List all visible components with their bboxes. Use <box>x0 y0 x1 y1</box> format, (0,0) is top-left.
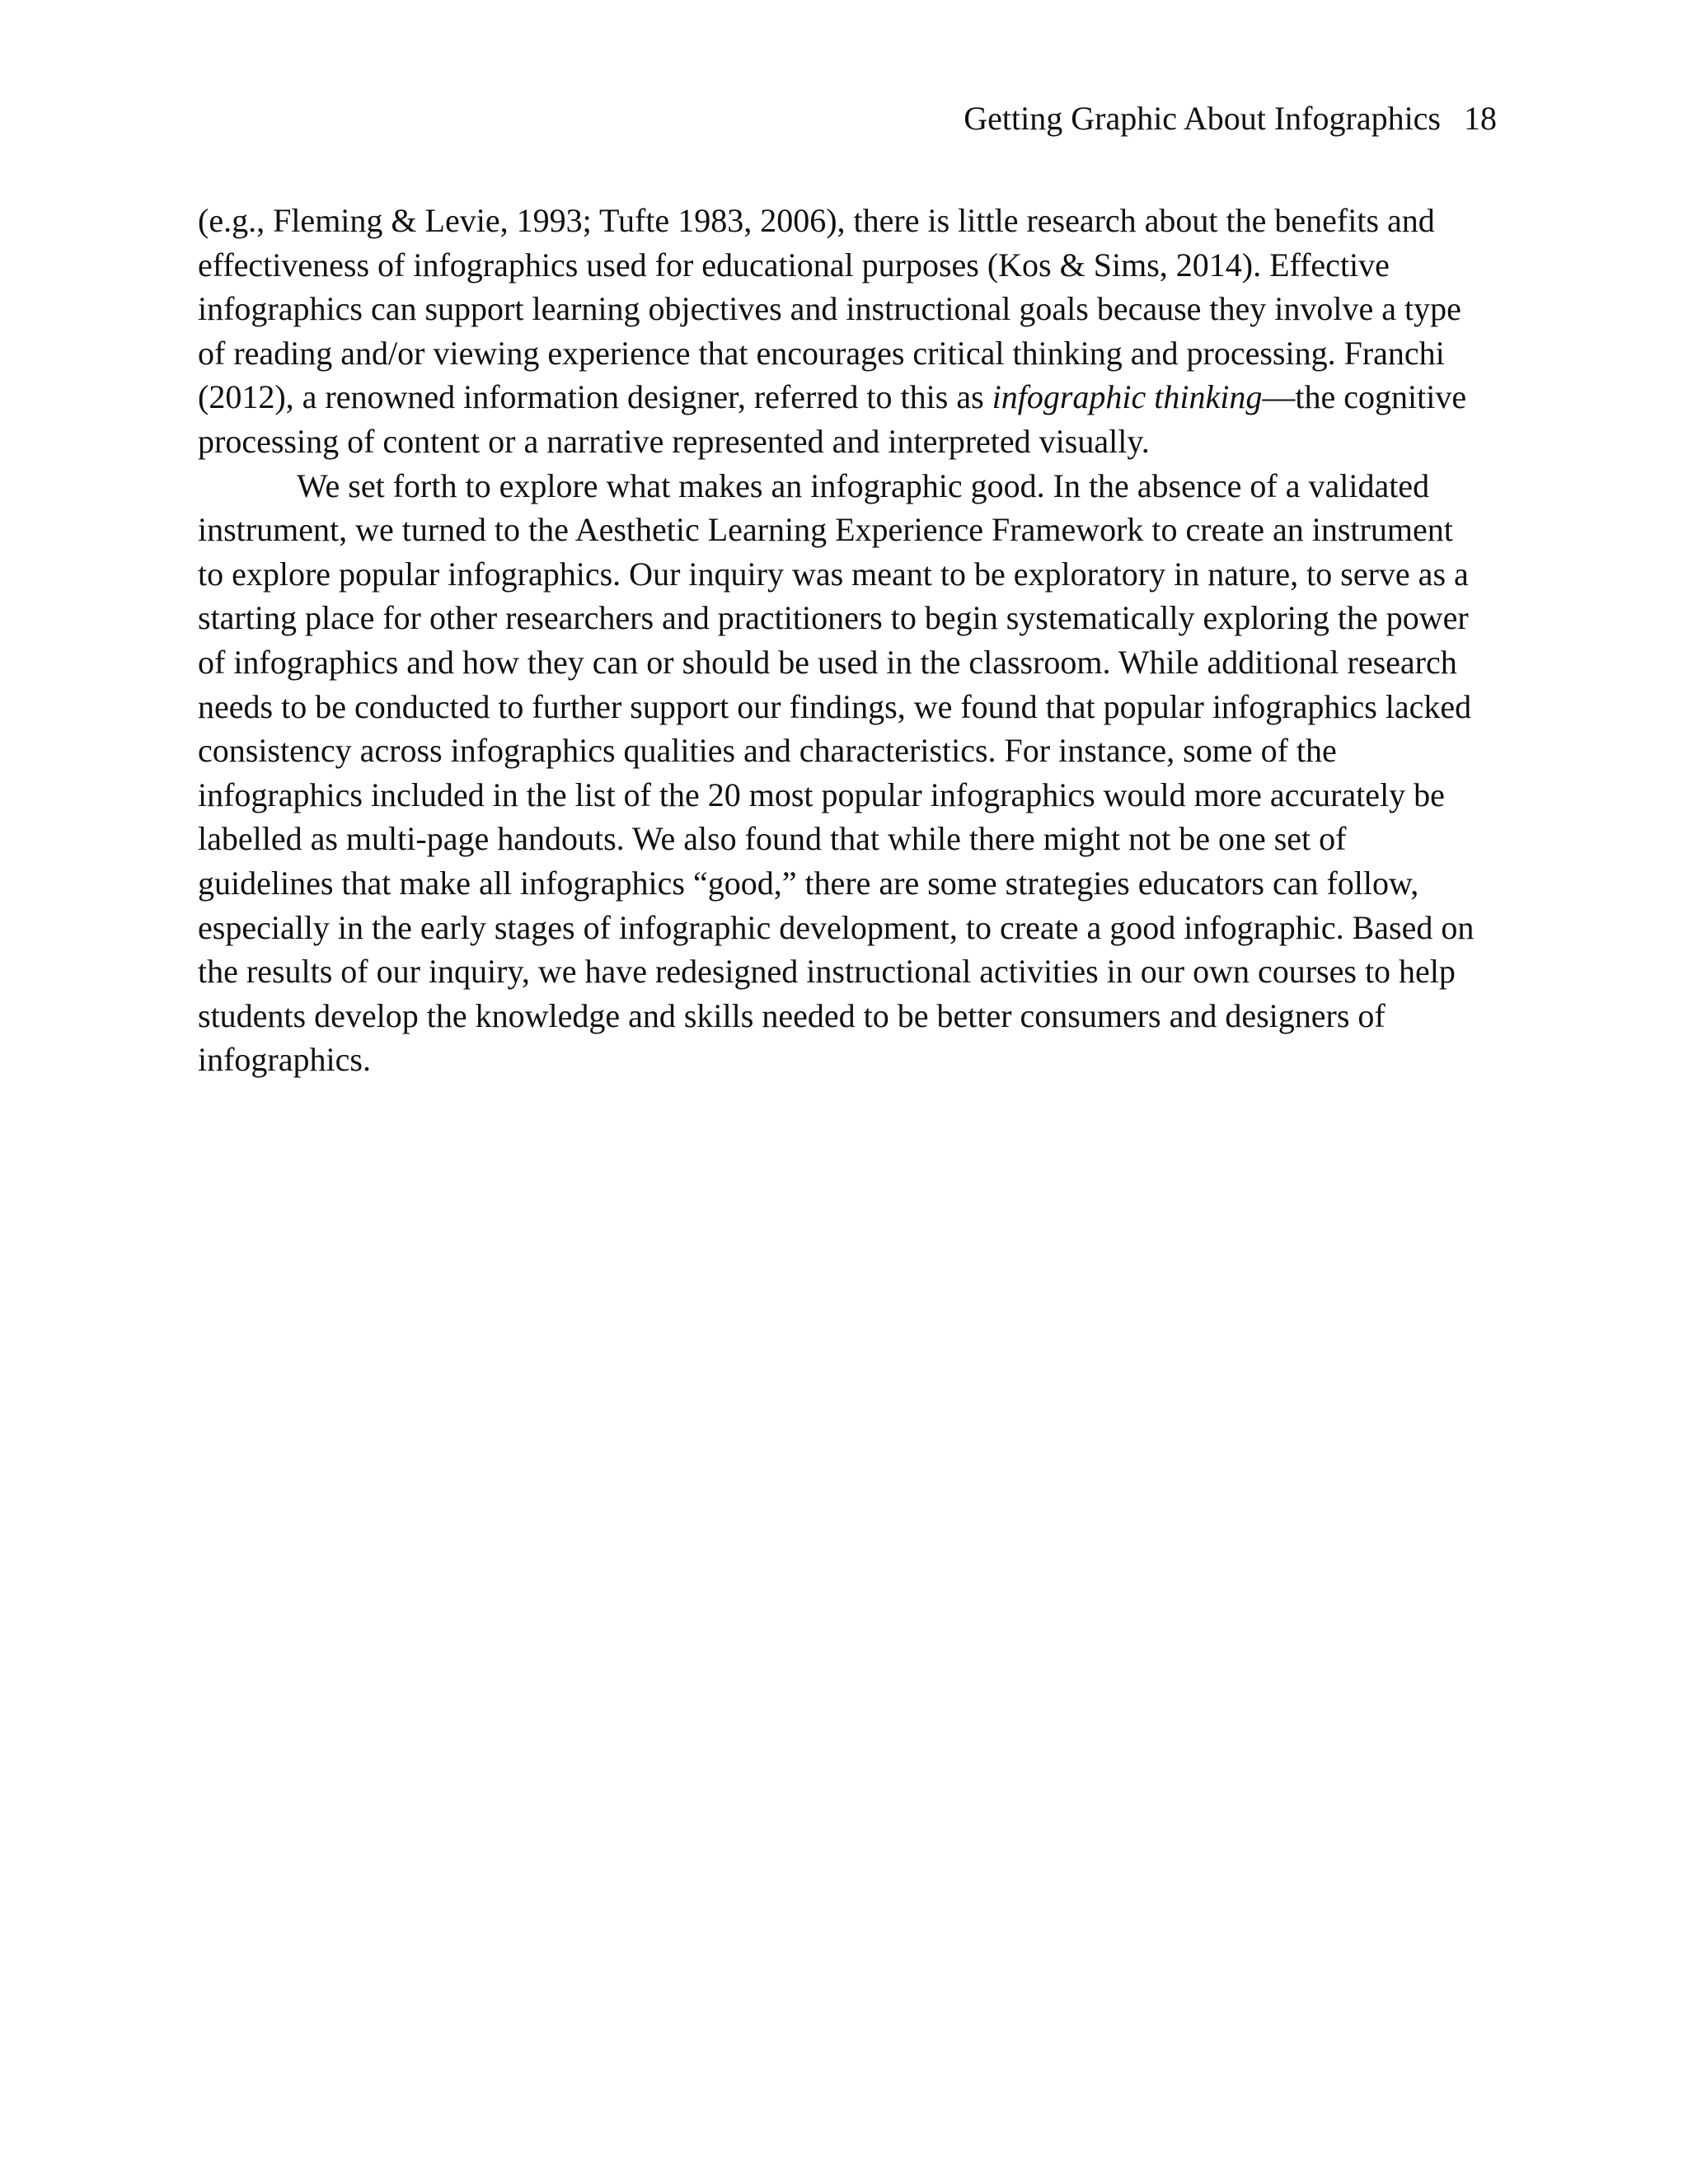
text-line: starting place for other researchers and practitioners to begin systematically exploring the power <box>198 599 1469 637</box>
text-line: infographics can support learning objectives and instructional goals because they involve a type <box>198 290 1461 328</box>
paragraph-continuation <box>198 199 1500 464</box>
text-line: labelled as multi-page handouts. We also found that while there might not be one set of <box>198 820 1347 858</box>
text-line: needs to be conducted to further support our findings, we found that popular infographics lacked <box>198 687 1472 725</box>
italic-term: infographic thinking <box>992 378 1263 416</box>
text-line: the results of our inquiry, we have redesigned instructional activities in our own courses to help <box>198 953 1456 991</box>
running-head-title: Getting Graphic About Infographics <box>964 100 1441 137</box>
text-line: effectiveness of infographics used for educational purposes (Kos & Sims, 2014). Effective <box>198 246 1390 284</box>
text-line: especially in the early stages of infographic development, to create a good infographic. Based on <box>198 908 1475 946</box>
text-line: of reading and/or viewing experience that encourages critical thinking and processing. Franchi <box>198 334 1445 372</box>
text-line: (e.g., Fleming & Levie, 1993; Tufte 1983, 2006), there is little research about the benefits and <box>198 202 1435 239</box>
text-line: consistency across infographics qualities and characteristics. For instance, some of the <box>198 732 1337 770</box>
text-line: to explore popular infographics. Our inquiry was meant to be exploratory in nature, to serve as a <box>198 555 1469 593</box>
text-line: processing of content or a narrative represented and interpreted visually. <box>198 422 1150 460</box>
body-text <box>198 199 1500 1082</box>
text-line <box>198 375 1500 419</box>
text-line: We set forth to explore what makes an infographic good. In the absence of a validated <box>297 466 1430 504</box>
text-line: instrument, we turned to the Aesthetic Learning Experience Framework to create an instrument <box>198 511 1453 549</box>
text-line: infographics included in the list of the 20 most popular infographics would more accurately be <box>198 776 1445 813</box>
paragraph-conclusion <box>198 464 1500 1082</box>
page-number: 18 <box>1464 100 1497 137</box>
text-line: students develop the knowledge and skills needed to be better consumers and designers of <box>198 996 1386 1034</box>
text-line: of infographics and how they can or should be used in the classroom. While additional research <box>198 643 1457 681</box>
running-head <box>964 97 1497 140</box>
text-line: infographics. <box>198 1041 371 1079</box>
text-segment: (2012), a renowned information designer, referred to this as <box>198 378 992 416</box>
text-segment: —the cognitive <box>1262 378 1467 416</box>
text-line: guidelines that make all infographics “good,” there are some strategies educators can follow, <box>198 864 1419 902</box>
